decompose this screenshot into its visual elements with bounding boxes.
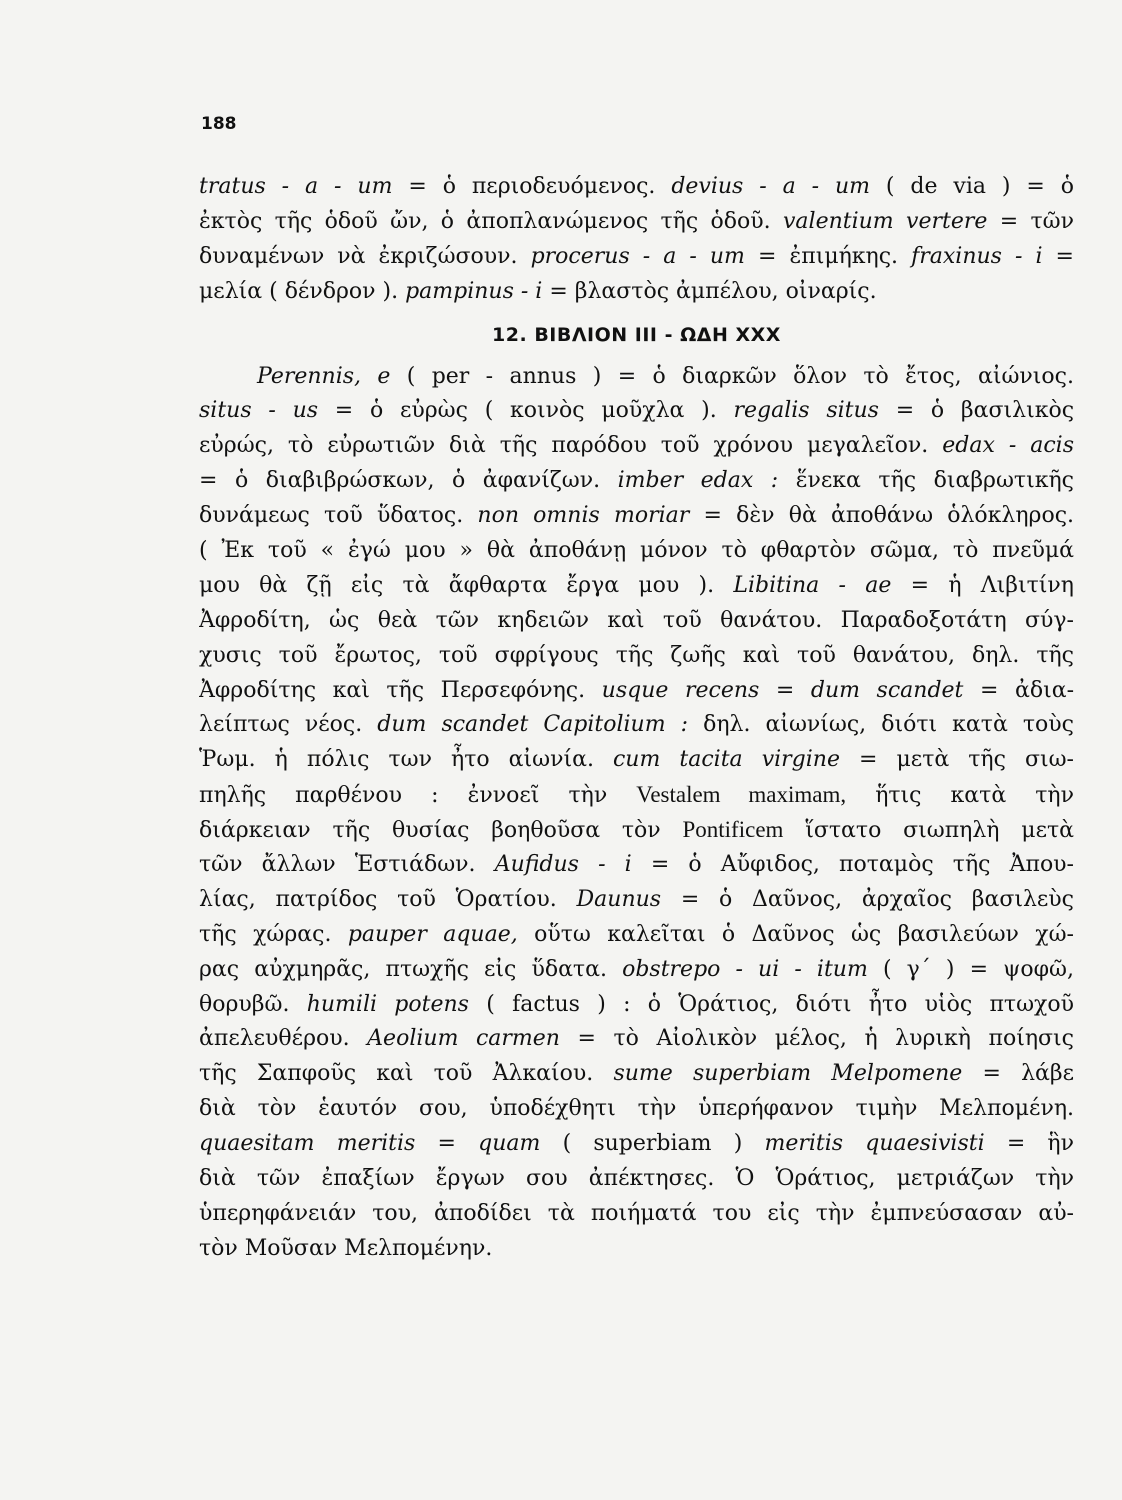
text-line [199, 360, 1074, 395]
greek-text: οὕτω καλεῖται ὁ Δαῦνος ὡς βασιλεύων χώ- [517, 921, 1074, 947]
text-line [199, 918, 1074, 953]
greek-text: Ῥωμ. ἡ πόλις των ἦτο αἰωνία. [199, 747, 613, 773]
greek-text: = ὁ βασιλικὸς [878, 398, 1074, 424]
text-line [199, 534, 1074, 569]
text-line [199, 240, 1074, 275]
page-number: 188 [201, 114, 237, 134]
text-line [199, 604, 1074, 639]
latin-term: quaesitam meritis = quam [199, 1131, 541, 1157]
text-line [199, 205, 1074, 240]
text-line [199, 639, 1074, 674]
text-line [199, 429, 1074, 464]
greek-text: δηλ. αἰωνίως, διότι κατὰ τοὺς [688, 712, 1074, 738]
greek-text: = βλαστὸς ἀμπέλου, οἰναρίς. [542, 278, 877, 304]
greek-text: = ὁ Αὔφιδος, ποταμὸς τῆς Ἀπου- [631, 852, 1074, 878]
latin-term: procerus - a - um [530, 243, 745, 269]
latin-term: tratus - a - um [199, 174, 393, 199]
greek-text: = μετὰ τῆς σιω- [839, 747, 1074, 773]
greek-text: = ἀδια- [963, 677, 1074, 703]
greek-text: ἐκτὸς τῆς ὁδοῦ ὤν, ὁ ἀποπλανώμενος τῆς ὁδοῦ. [199, 208, 783, 234]
latin-term: sume superbiam Melpomene [613, 1061, 963, 1087]
greek-text: τὸν Μοῦσαν Μελπομένην. [199, 1235, 493, 1261]
text-line [199, 674, 1074, 709]
text-line [199, 1057, 1074, 1092]
latin-term: valentium vertere [782, 208, 988, 234]
latin-term: Daunus [576, 886, 662, 912]
greek-text: χυσις τοῦ ἔρωτος, τοῦ σφρίγους τῆς ζωῆς καὶ τοῦ θανάτου, δηλ. τῆς [199, 642, 1074, 668]
greek-text: = ὁ εὐρὼς ( κοινὸς μοῦχλα ). [318, 398, 734, 424]
text-line [199, 275, 1074, 310]
latin-term: devius - a - um [671, 174, 870, 199]
text-line [199, 499, 1074, 534]
greek-text: = [1042, 243, 1074, 269]
latin-term: Aufidus - i [494, 852, 632, 878]
latin-term: Libitina - ae [733, 572, 892, 598]
greek-text: πηλῆς παρθένου : ἐννοεῖ τὴν [199, 783, 637, 809]
latin-term: humili potens [306, 991, 469, 1017]
greek-text: μελία ( δένδρον ). [199, 278, 406, 304]
greek-text: = τὸ Αἰολικὸν μέλος, ἡ λυρικὴ ποίησις [559, 1026, 1074, 1052]
greek-text: εὐρώς, τὸ εὐρωτιῶν διὰ τῆς παρόδου τοῦ χρόνου μεγαλεῖον. [199, 433, 943, 459]
text-line [199, 988, 1074, 1023]
greek-text: ( Ἐκ τοῦ « ἐγώ μου » θὰ ἀποθάνῃ μόνον τὸ φθαρτὸν σῶμα, τὸ πνεῦμά [199, 538, 1074, 564]
greek-text: ( per - annus ) = ὁ διαρκῶν ὅλον τὸ ἔτος, αἰώνιος. [390, 363, 1074, 389]
text-line [199, 883, 1074, 918]
greek-text: ( de via ) = ὁ [870, 174, 1074, 199]
greek-text: = ἡ Λιβιτίνη [891, 572, 1074, 598]
commentary-text [199, 170, 1074, 1267]
latin-term: Aeolium carmen [367, 1026, 560, 1052]
latin-term: usque recens = dum scandet [601, 677, 964, 703]
greek-text: = ἣν [984, 1131, 1074, 1157]
greek-text: διάρκειαν τῆς θυσίας βοηθοῦσα τὸν [199, 818, 683, 844]
greek-text: = ὁ διαβιβρώσκων, ὁ ἀφανίζων. [199, 468, 618, 494]
greek-text: ( superbiam ) [540, 1131, 765, 1157]
greek-text: ( factus ) : ὁ Ὁράτιος, διότι ἦτο υἱὸς πτωχοῦ [468, 991, 1074, 1017]
greek-text: διὰ τῶν ἐπαξίων ἔργων σου ἀπέκτησες. Ὁ Ὁράτιος, μετριάζων τὴν [199, 1166, 1074, 1192]
text-line [199, 1197, 1074, 1232]
text-line [199, 394, 1074, 429]
latin-term: Vestalem maximam, [636, 782, 847, 808]
text-line [199, 1022, 1074, 1057]
greek-text: Ἀφροδίτη, ὡς θεὰ τῶν κηδειῶν καὶ τοῦ θανάτου. Παραδοξοτάτη σύγ- [199, 607, 1074, 633]
latin-term: dum scandet Capitolium : [377, 712, 689, 738]
greek-text: τῆς Σαπφοῦς καὶ τοῦ Ἀλκαίου. [199, 1061, 614, 1087]
greek-text: δυναμένων νὰ ἐκριζώσουν. [199, 243, 531, 269]
greek-text: λείπτως νέος. [199, 712, 378, 738]
latin-term: pampinus - i [405, 278, 543, 304]
text-line [199, 813, 1074, 848]
latin-term: regalis situs [733, 398, 879, 424]
greek-text: θορυβῶ. [199, 991, 307, 1017]
greek-text: ρας αὐχμηρᾶς, πτωχῆς εἰς ὕδατα. [199, 956, 623, 982]
latin-term: obstrepo - ui - itum [622, 956, 868, 982]
greek-text: = ἐπιμήκης. [744, 243, 912, 269]
text-line [199, 848, 1074, 883]
greek-text: = δὲν θὰ ἀποθάνω ὁλόκληρος. [689, 503, 1074, 529]
greek-text: ἥτις κατὰ τὴν [846, 783, 1074, 809]
greek-text: τῆς χώρας. [199, 921, 348, 947]
latin-term: pauper aquae, [347, 921, 518, 947]
latin-term: meritis quaesivisti [764, 1131, 985, 1157]
greek-text: διὰ τὸν ἑαυτόν σου, ὑποδέχθητι τὴν ὑπερήφανον τιμὴν Μελπομένη. [199, 1096, 1074, 1122]
text-line [199, 1162, 1074, 1197]
greek-text: Ἀφροδίτης καὶ τῆς Περσεφόνης. [199, 677, 602, 703]
text-line [199, 953, 1074, 988]
latin-term: fraxinus - i [911, 243, 1043, 269]
latin-term: imber edax : [617, 468, 779, 494]
latin-term: Pontificem [682, 817, 784, 843]
greek-text: ἀπελευθέρου. [199, 1026, 368, 1052]
text-line [199, 1127, 1074, 1162]
greek-text: = τῶν [987, 208, 1074, 234]
latin-term: cum tacita virgine [612, 747, 840, 773]
section-heading: 12. ΒΙΒΛΙΟΝ ΙΙΙ - ΩΔΗ XXX [492, 323, 781, 346]
text-line [199, 743, 1074, 778]
text-line [199, 708, 1074, 743]
text-line [199, 1232, 1074, 1267]
greek-text: μου θὰ ζῇ εἰς τὰ ἄφθαρτα ἔργα μου ). [199, 572, 734, 598]
latin-term: non omnis moriar [477, 503, 690, 529]
latin-term: Perennis, e [257, 363, 391, 389]
text-line [199, 569, 1074, 604]
text-line [199, 464, 1074, 499]
text-line [199, 1092, 1074, 1127]
greek-text: ἕνεκα τῆς διαβρωτικῆς [778, 468, 1074, 494]
greek-text: ὑπερηφάνειάν του, ἀποδίδει τὰ ποιήματά του εἰς τὴν ἐμπνεύσασαν αὐ- [199, 1200, 1074, 1226]
text-line [199, 170, 1074, 205]
greek-text: λίας, πατρίδος τοῦ Ὁρατίου. [199, 886, 577, 912]
text-line [199, 778, 1074, 813]
latin-term: situs - us [199, 398, 319, 424]
greek-text: ( γ΄ ) = ψοφῶ, [867, 956, 1074, 982]
greek-text: δυνάμεως τοῦ ὕδατος. [199, 503, 478, 529]
greek-text: τῶν ἄλλων Ἑστιάδων. [199, 852, 495, 878]
latin-term: edax - acis [942, 433, 1074, 459]
greek-text: = λάβε [962, 1061, 1074, 1087]
greek-text: = ὁ περιοδευόμενος. [392, 174, 672, 199]
greek-text: ἵστατο σιωπηλὴ μετὰ [783, 818, 1074, 844]
greek-text: = ὁ Δαῦνος, ἀρχαῖος βασιλεὺς [661, 886, 1074, 912]
